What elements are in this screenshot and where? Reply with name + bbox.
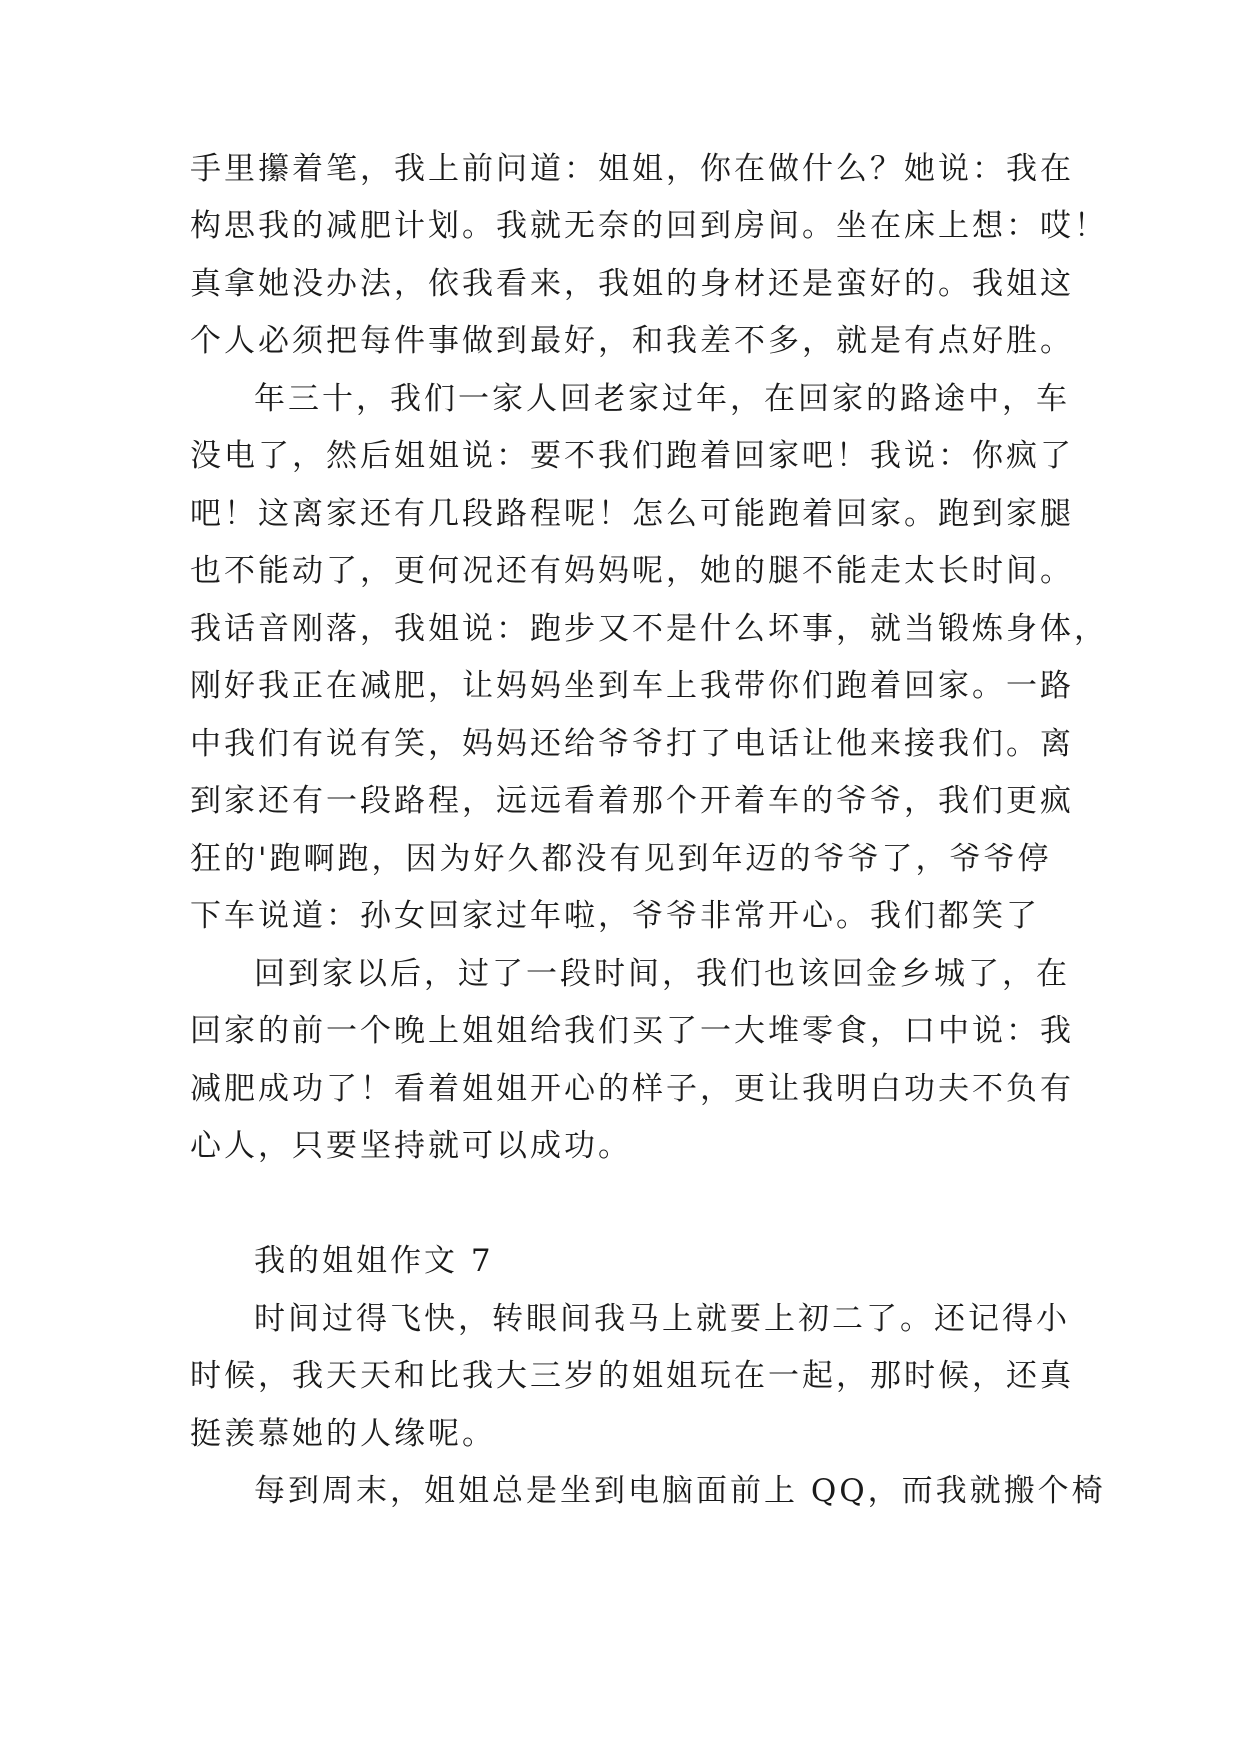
text-line: 真拿她没办法，依我看来，我姐的身材还是蛮好的。我姐这 — [190, 266, 1074, 302]
paragraph-first-line: 年三十，我们一家人回老家过年，在回家的路途中，车 — [254, 381, 1070, 417]
section-heading: 我的姐姐作文 7 — [254, 1243, 494, 1279]
text-line: 挺羡慕她的人缘呢。 — [190, 1416, 496, 1452]
paragraph-first-line: 时间过得飞快，转眼间我马上就要上初二了。还记得小 — [254, 1301, 1070, 1337]
text-line: 个人必须把每件事做到最好，和我差不多，就是有点好胜。 — [190, 323, 1074, 359]
text-line: 手里攥着笔，我上前问道：姐姐，你在做什么？她说：我在 — [190, 151, 1074, 187]
text-line: 中我们有说有笑，妈妈还给爷爷打了电话让他来接我们。离 — [190, 726, 1074, 762]
text-line: 构思我的减肥计划。我就无奈的回到房间。坐在床上想：哎！ — [190, 208, 1108, 244]
text-line: 没电了，然后姐姐说：要不我们跑着回家吧！我说：你疯了 — [190, 438, 1074, 474]
text-line: 狂的'跑啊跑，因为好久都没有见到年迈的爷爷了，爷爷停 — [190, 841, 1052, 877]
text-line: 时候，我天天和比我大三岁的姐姐玩在一起，那时候，还真 — [190, 1358, 1074, 1394]
paragraph-first-line: 每到周末，姐姐总是坐到电脑面前上 QQ，而我就搬个椅 — [254, 1473, 1106, 1509]
text-line: 下车说道：孙女回家过年啦，爷爷非常开心。我们都笑了 — [190, 898, 1040, 934]
text-line: 到家还有一段路程，远远看着那个开着车的爷爷，我们更疯 — [190, 783, 1074, 819]
paragraph-first-line: 回到家以后，过了一段时间，我们也该回金乡城了，在 — [254, 956, 1070, 992]
text-line: 我话音刚落，我姐说：跑步又不是什么坏事，就当锻炼身体， — [190, 611, 1108, 647]
text-line: 刚好我正在减肥，让妈妈坐到车上我带你们跑着回家。一路 — [190, 668, 1074, 704]
text-line: 吧！这离家还有几段路程呢！怎么可能跑着回家。跑到家腿 — [190, 496, 1074, 532]
text-line: 也不能动了，更何况还有妈妈呢，她的腿不能走太长时间。 — [190, 553, 1074, 589]
text-line: 心人，只要坚持就可以成功。 — [190, 1128, 632, 1164]
text-line: 减肥成功了！看着姐姐开心的样子，更让我明白功夫不负有 — [190, 1071, 1074, 1107]
text-line: 回家的前一个晚上姐姐给我们买了一大堆零食，口中说：我 — [190, 1013, 1074, 1049]
